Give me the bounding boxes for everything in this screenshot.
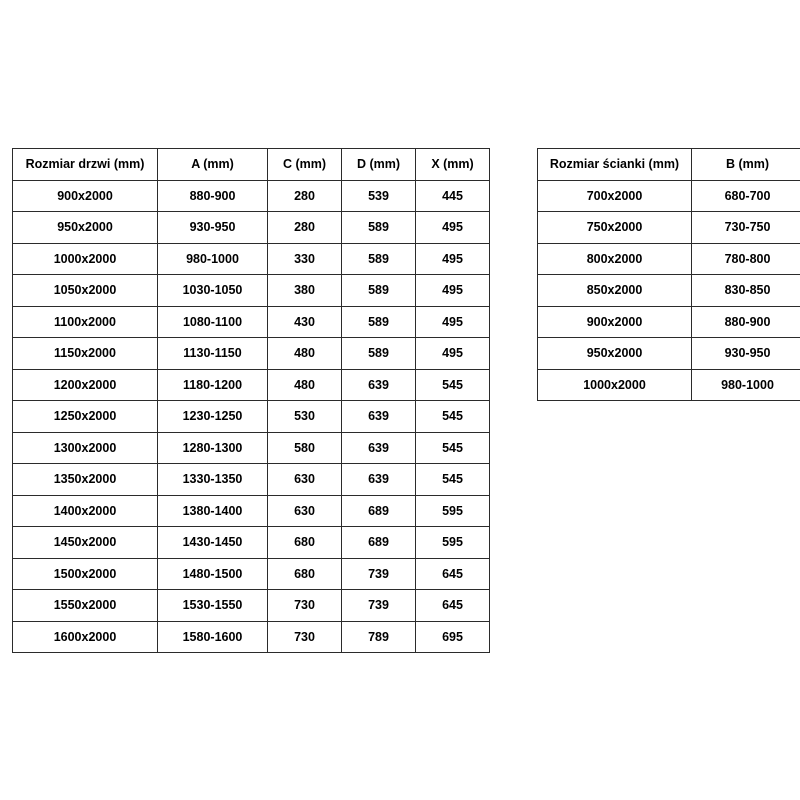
table-row: [538, 275, 800, 307]
cell-door-size: 1500x2000: [13, 558, 158, 590]
cell-door-size: 1400x2000: [13, 495, 158, 527]
cell-a: 1280-1300: [158, 432, 268, 464]
table-row: [538, 243, 800, 275]
table-row: [13, 369, 490, 401]
cell-door-size: 950x2000: [13, 212, 158, 244]
cell-wall-size: 900x2000: [538, 306, 692, 338]
cell-door-size: 1250x2000: [13, 401, 158, 433]
cell-b: 980-1000: [692, 369, 800, 401]
table-row: [13, 401, 490, 433]
cell-d: 689: [342, 495, 416, 527]
cell-x: 445: [416, 180, 490, 212]
cell-c: 630: [268, 495, 342, 527]
cell-x: 545: [416, 369, 490, 401]
cell-a: 1480-1500: [158, 558, 268, 590]
cell-c: 280: [268, 180, 342, 212]
wall-size-table: [537, 148, 800, 401]
cell-door-size: 1200x2000: [13, 369, 158, 401]
cell-door-size: 1000x2000: [13, 243, 158, 275]
cell-a: 1130-1150: [158, 338, 268, 370]
cell-d: 589: [342, 243, 416, 275]
cell-x: 595: [416, 527, 490, 559]
column-header-d: D (mm): [342, 149, 416, 181]
cell-c: 480: [268, 338, 342, 370]
cell-c: 280: [268, 212, 342, 244]
cell-b: 680-700: [692, 180, 800, 212]
cell-a: 980-1000: [158, 243, 268, 275]
cell-a: 1230-1250: [158, 401, 268, 433]
table-row: [13, 558, 490, 590]
cell-c: 430: [268, 306, 342, 338]
cell-a: 880-900: [158, 180, 268, 212]
cell-door-size: 1350x2000: [13, 464, 158, 496]
cell-d: 639: [342, 464, 416, 496]
cell-d: 539: [342, 180, 416, 212]
cell-b: 780-800: [692, 243, 800, 275]
cell-door-size: 1550x2000: [13, 590, 158, 622]
column-header-b: B (mm): [692, 149, 800, 181]
cell-c: 630: [268, 464, 342, 496]
table-row: [538, 212, 800, 244]
tables-container: [0, 148, 800, 653]
cell-c: 530: [268, 401, 342, 433]
doors-size-table-block: [12, 148, 478, 653]
table-row: [538, 180, 800, 212]
cell-a: 1430-1450: [158, 527, 268, 559]
cell-d: 589: [342, 338, 416, 370]
cell-b: 730-750: [692, 212, 800, 244]
column-header-x: X (mm): [416, 149, 490, 181]
cell-x: 495: [416, 243, 490, 275]
table-row: [13, 432, 490, 464]
cell-c: 680: [268, 558, 342, 590]
cell-x: 545: [416, 432, 490, 464]
cell-c: 680: [268, 527, 342, 559]
cell-c: 730: [268, 590, 342, 622]
table-row: [13, 621, 490, 653]
table-row: [13, 275, 490, 307]
cell-x: 545: [416, 464, 490, 496]
wall-size-table-block: [537, 148, 793, 401]
cell-d: 739: [342, 558, 416, 590]
cell-b: 880-900: [692, 306, 800, 338]
table-row: [13, 495, 490, 527]
cell-a: 1380-1400: [158, 495, 268, 527]
table-row: [538, 369, 800, 401]
table-row: [13, 306, 490, 338]
column-header-door-size: Rozmiar drzwi (mm): [13, 149, 158, 181]
cell-wall-size: 800x2000: [538, 243, 692, 275]
cell-a: 1580-1600: [158, 621, 268, 653]
cell-d: 639: [342, 432, 416, 464]
cell-door-size: 1100x2000: [13, 306, 158, 338]
cell-a: 1080-1100: [158, 306, 268, 338]
cell-door-size: 1050x2000: [13, 275, 158, 307]
cell-a: 930-950: [158, 212, 268, 244]
cell-a: 1180-1200: [158, 369, 268, 401]
cell-d: 689: [342, 527, 416, 559]
cell-c: 730: [268, 621, 342, 653]
column-header-wall-size: Rozmiar ścianki (mm): [538, 149, 692, 181]
cell-d: 739: [342, 590, 416, 622]
cell-a: 1030-1050: [158, 275, 268, 307]
cell-wall-size: 750x2000: [538, 212, 692, 244]
cell-d: 589: [342, 212, 416, 244]
table-row: [13, 243, 490, 275]
cell-door-size: 900x2000: [13, 180, 158, 212]
cell-d: 639: [342, 369, 416, 401]
column-header-c: C (mm): [268, 149, 342, 181]
table-row: [13, 464, 490, 496]
table-row: [13, 180, 490, 212]
table-row: [538, 306, 800, 338]
table-row: [13, 338, 490, 370]
cell-a: 1330-1350: [158, 464, 268, 496]
column-header-a: A (mm): [158, 149, 268, 181]
cell-x: 495: [416, 306, 490, 338]
cell-d: 789: [342, 621, 416, 653]
cell-door-size: 1450x2000: [13, 527, 158, 559]
cell-wall-size: 950x2000: [538, 338, 692, 370]
cell-x: 695: [416, 621, 490, 653]
cell-c: 580: [268, 432, 342, 464]
cell-b: 930-950: [692, 338, 800, 370]
cell-x: 495: [416, 212, 490, 244]
cell-door-size: 1600x2000: [13, 621, 158, 653]
cell-c: 480: [268, 369, 342, 401]
cell-wall-size: 700x2000: [538, 180, 692, 212]
cell-x: 645: [416, 590, 490, 622]
table-row: [538, 338, 800, 370]
table-row: [13, 590, 490, 622]
cell-door-size: 1150x2000: [13, 338, 158, 370]
cell-b: 830-850: [692, 275, 800, 307]
table-row: [13, 212, 490, 244]
cell-wall-size: 850x2000: [538, 275, 692, 307]
cell-x: 545: [416, 401, 490, 433]
cell-x: 645: [416, 558, 490, 590]
cell-d: 589: [342, 306, 416, 338]
cell-c: 330: [268, 243, 342, 275]
table-row: [13, 527, 490, 559]
cell-a: 1530-1550: [158, 590, 268, 622]
cell-d: 639: [342, 401, 416, 433]
cell-x: 595: [416, 495, 490, 527]
cell-door-size: 1300x2000: [13, 432, 158, 464]
table-header-row: [13, 149, 490, 181]
table-header-row: [538, 149, 800, 181]
cell-c: 380: [268, 275, 342, 307]
doors-size-table: [12, 148, 490, 653]
cell-d: 589: [342, 275, 416, 307]
cell-x: 495: [416, 275, 490, 307]
cell-wall-size: 1000x2000: [538, 369, 692, 401]
cell-x: 495: [416, 338, 490, 370]
